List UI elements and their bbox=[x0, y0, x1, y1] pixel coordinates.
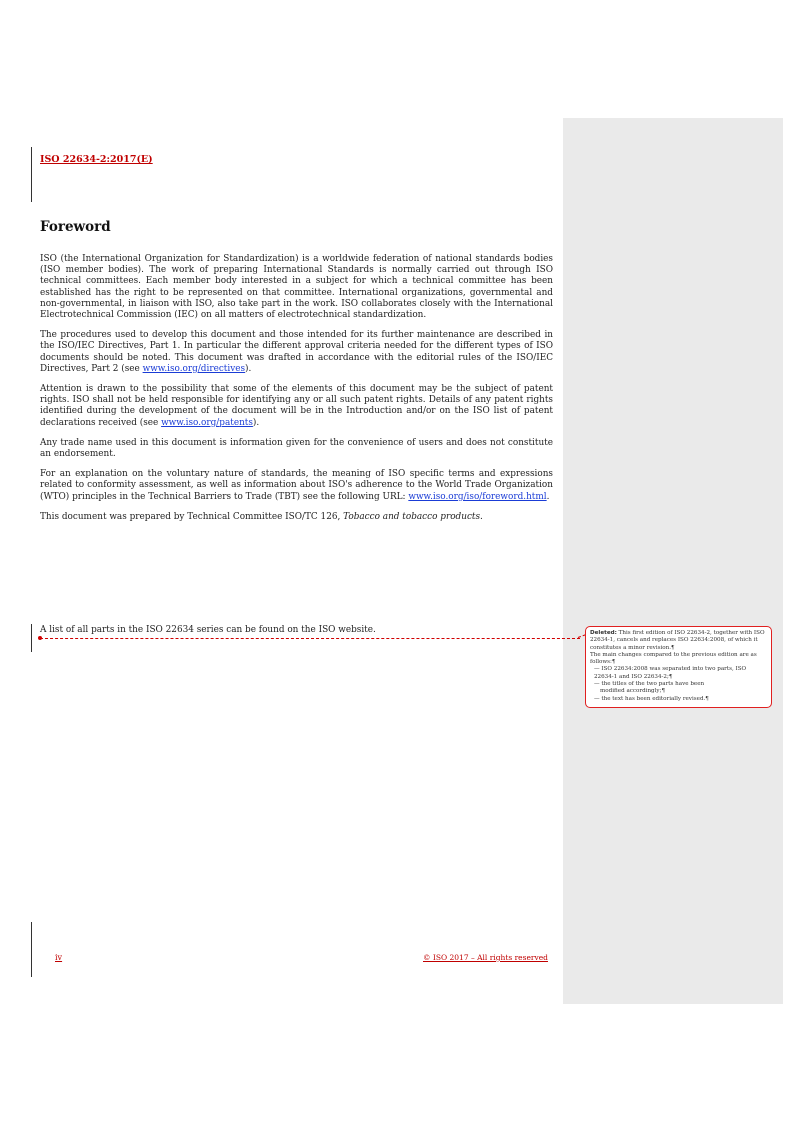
page-title: Foreword bbox=[40, 219, 111, 235]
comment-item-2a: — the titles of the two parts have been bbox=[594, 681, 705, 688]
paragraph-6 bbox=[40, 512, 553, 523]
paragraph-5-text: For an explanation on the voluntary nature of standards, the meaning of ISO specific terms and expressions related to conformity assessment, as well as information about ISO's adherence to the World Trade Organization (WTO) principles in the Technical Barriers to Trade (TBT) see the following URL: bbox=[40, 469, 553, 502]
paragraph-2 bbox=[40, 330, 553, 375]
paragraph-6-text: This document was prepared by Technical Committee ISO/TC 126, bbox=[40, 511, 344, 522]
paragraph-5-end: . bbox=[546, 491, 550, 502]
committee-title: Tobacco and tobacco products bbox=[343, 511, 481, 522]
page-number: iv bbox=[55, 953, 63, 962]
patents-link[interactable]: www.iso.org/patents bbox=[161, 417, 253, 428]
copyright-notice: © ISO 2017 – All rights reserved bbox=[423, 953, 548, 962]
paragraph-3-end: ). bbox=[252, 417, 260, 428]
paragraph-7: A list of all parts in the ISO 22634 series can be found on the ISO website. bbox=[40, 625, 376, 635]
foreword-link[interactable]: www.iso.org/iso/foreword.html bbox=[408, 491, 547, 502]
paragraph-3 bbox=[40, 384, 553, 429]
paragraph-1: ISO (the International Organization for Standardization) is a worldwide federation of national standards bodies (ISO member bodies). The work of preparing International Standards is normally carried out through ISO technical committees. Each member body interested in a subject for which a technical committee has been established has the right to be represented on that committee. International organizations, governmental and non-governmental, in liaison with ISO, also take part in the work. ISO collaborates closely with the International Electrotechnical Commission (IEC) on all matters of electrotechnical standardization. bbox=[40, 254, 553, 321]
document-id: ISO 22634-2:2017(E) bbox=[40, 154, 153, 165]
directives-link[interactable]: www.iso.org/directives bbox=[142, 363, 246, 374]
paragraph-3-text: Attention is drawn to the possibility that some of the elements of this document may be the subject of patent rights. ISO shall not be held responsible for identifying any or all such patent rights. Details of any patent rights identified during the development of the document will be in the Introduction and/or on the ISO list of patent declarations received (see bbox=[40, 384, 553, 428]
comment-item-2b: modified accordingly;¶ bbox=[600, 688, 666, 695]
comment-item-3: — the text has been editorially revised.¶ bbox=[594, 695, 709, 702]
foreword-body bbox=[40, 254, 553, 532]
paragraph-4: Any trade name used in this document is information given for the convenience of users and does not constitute an endorsement. bbox=[40, 437, 553, 460]
paragraph-6-end: . bbox=[480, 511, 483, 522]
paragraph-2-end: ). bbox=[245, 363, 252, 374]
paragraph-5 bbox=[40, 469, 553, 503]
change-bar-last-para bbox=[31, 624, 32, 652]
comment-first-line bbox=[590, 630, 767, 652]
deleted-comment-balloon[interactable] bbox=[585, 626, 772, 708]
change-bar-header bbox=[31, 147, 32, 202]
comment-item-1: — ISO 22634:2008 was separated into two parts, ISO 22634-1 and ISO 22634-2;¶ bbox=[594, 666, 747, 680]
comment-connector-line bbox=[40, 638, 580, 639]
comment-margin-pane bbox=[563, 118, 783, 1004]
comment-line-1: This first edition of ISO 22634-2, together with ISO 22634-1, cancels and replaces ISO 22634:2008, of which it constitutes a minor revision.¶ bbox=[590, 630, 765, 651]
comment-line-2: The main changes compared to the previous edition are as follows:¶ bbox=[590, 651, 757, 666]
paragraph-2-text: The procedures used to develop this document and those intended for its further maintenance are described in the ISO/IEC Directives, Part 1. In particular the different approval criteria needed for the different types of ISO documents should be noted. This document was drafted in accordance with the editorial rules of the ISO/IEC Directives, Part 2 (see bbox=[40, 330, 553, 374]
change-bar-footer bbox=[31, 922, 32, 977]
comment-label: Deleted: bbox=[590, 630, 617, 636]
